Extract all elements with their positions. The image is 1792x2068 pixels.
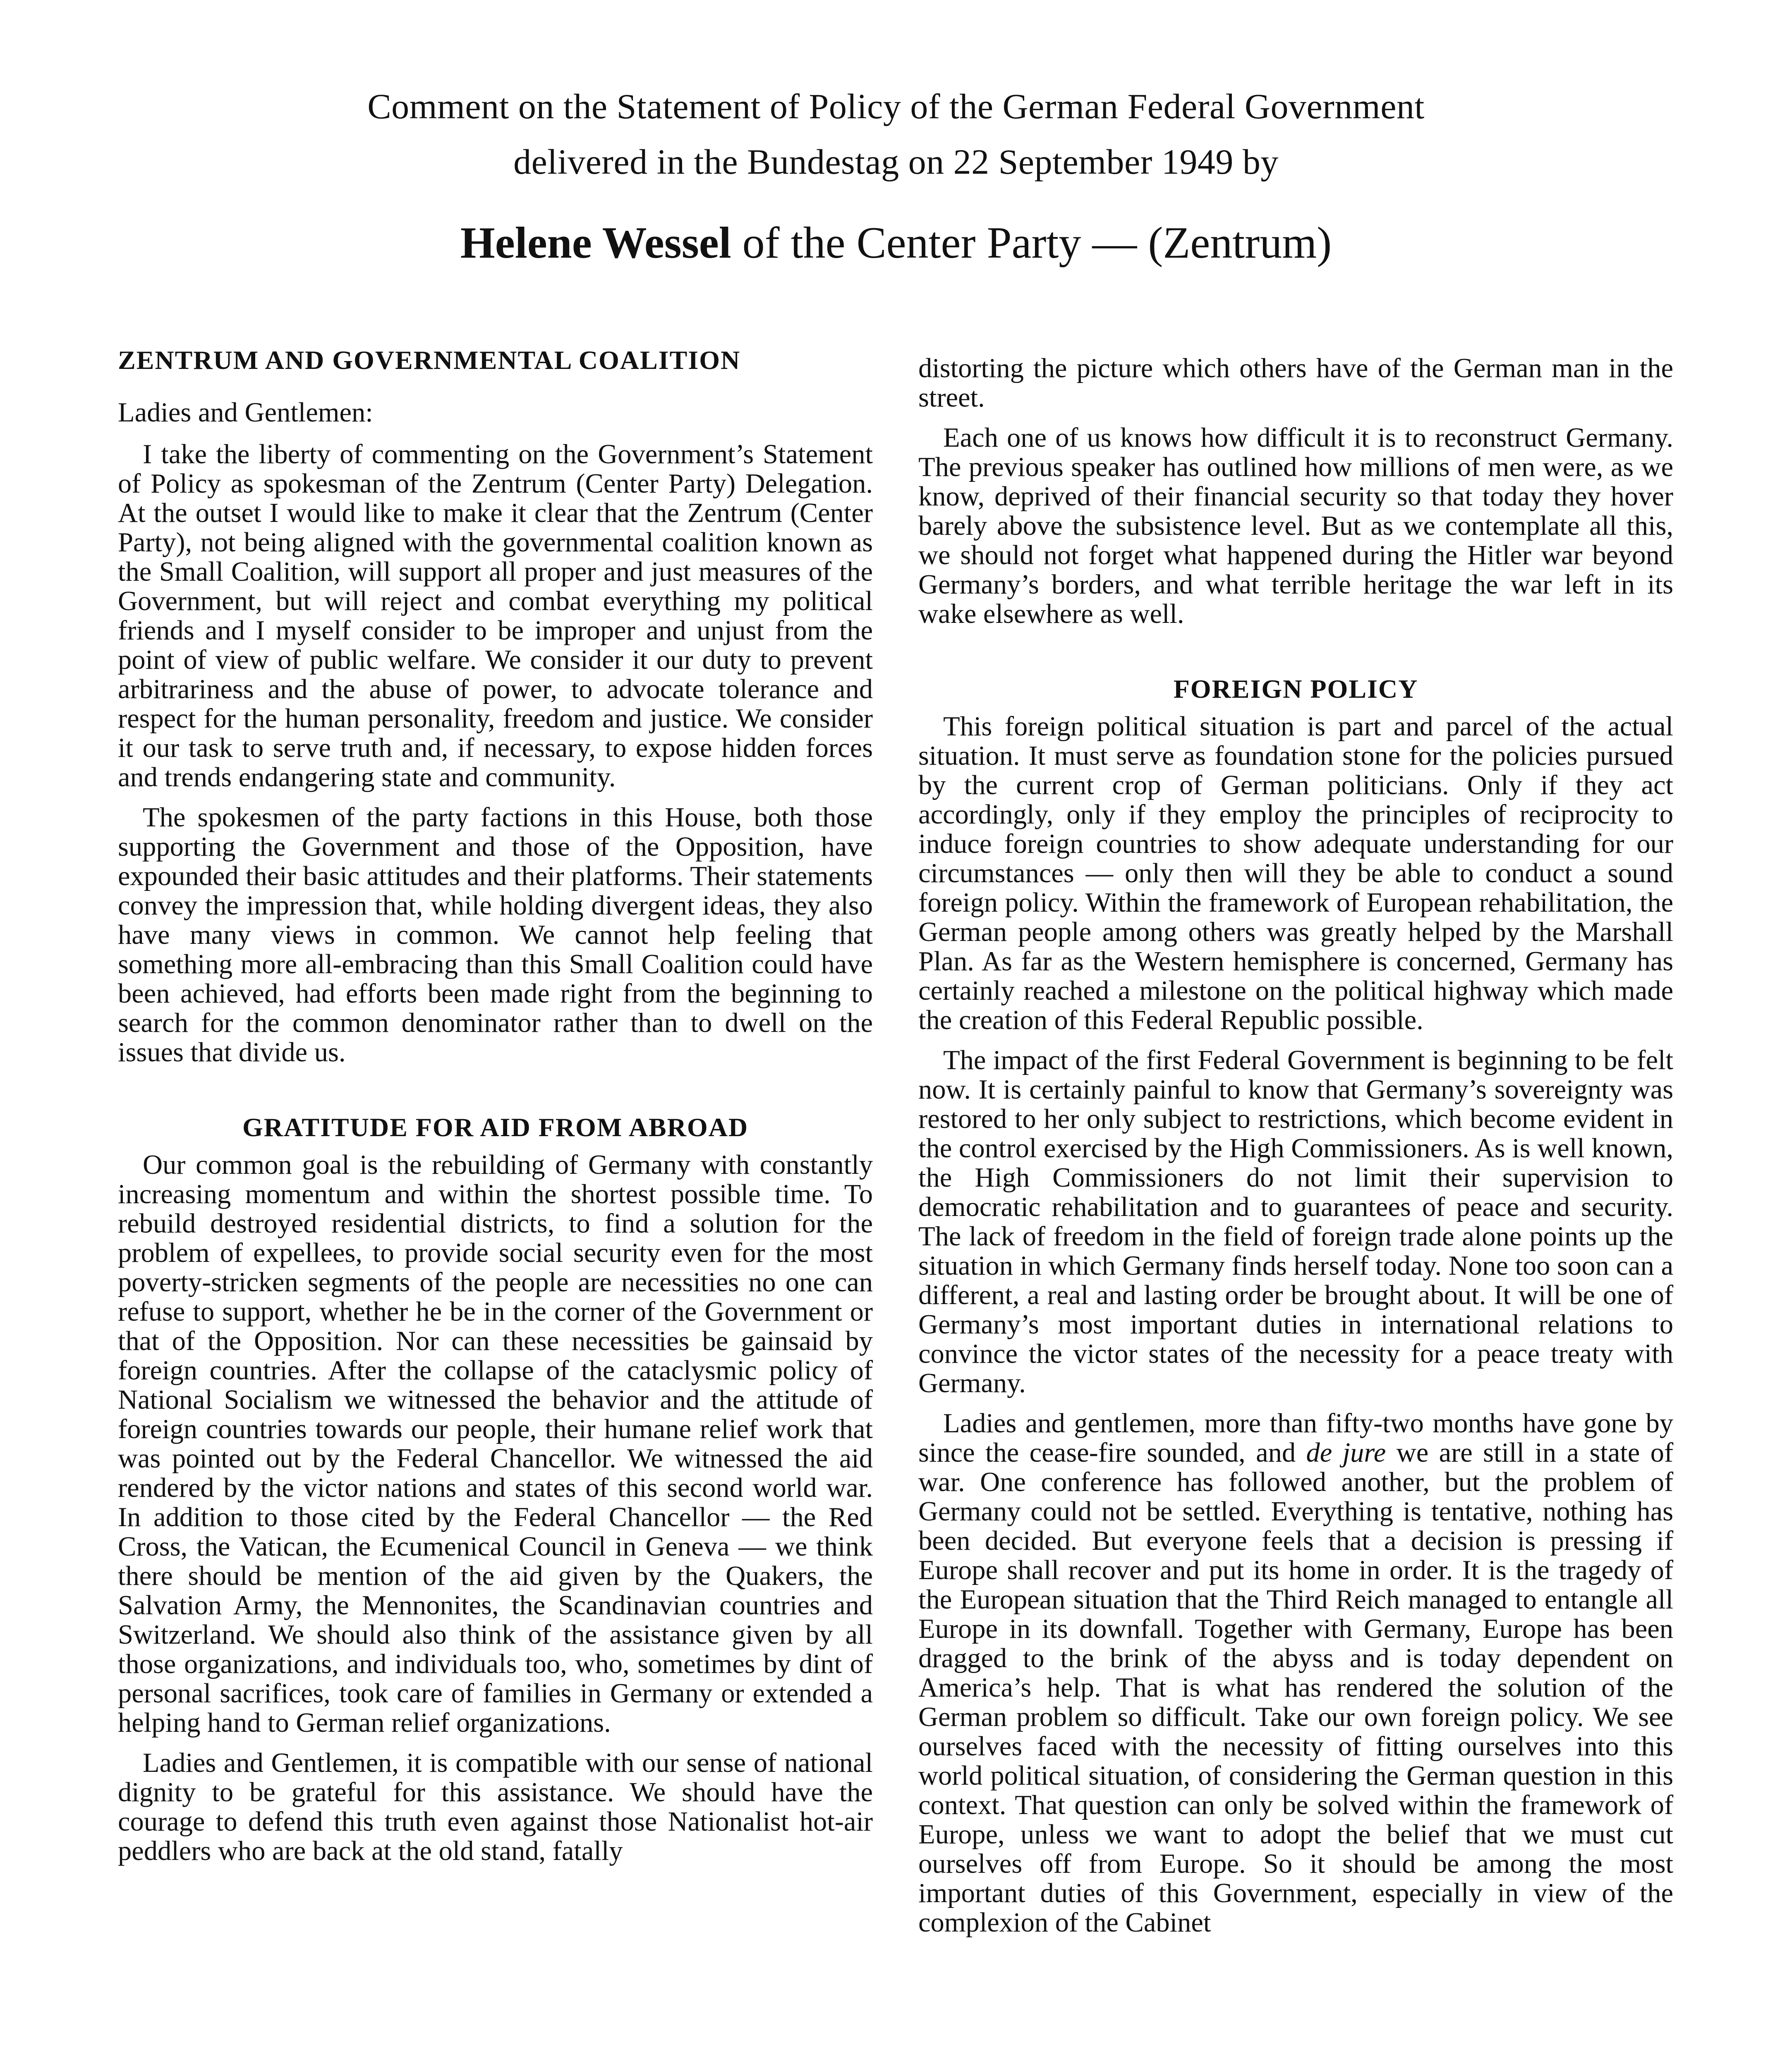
- text-run: Ladies and gentlemen, more than fifty-two months have gone by since the cease-fire sounded, and: [918, 1408, 1673, 1468]
- document-header: [0, 79, 1792, 272]
- paragraph: The spokesmen of the party factions in this House, both those supporting the Government and those of the Opposition, have expounded their basic attitudes and their platforms. Their statements convey the impression that, while holding divergent ideas, they also have many views in common. We cannot help feeling that something more all-embracing than this Small Coalition could have been achieved, had efforts been made right from the beginning to search for the common denominator rather than to dwell on the issues that divide us.: [118, 802, 873, 1068]
- paragraph: I take the liberty of commenting on the Government’s Statement of Policy as spokesman of the Zentrum (Center Party) Delegation. At the outset I would like to make it clear that the Zentrum (Center Party), not being aligned with the governmental coalition known as the Small Coalition, will support all proper and just measures of the Government, but will reject and combat everything my political friends and I myself consider to be improper and unjust from the point of view of public welfare. We consider it our duty to prevent arbitrariness and the abuse of power, to advocate tolerance and respect for the human personality, freedom and justice. We consider it our task to serve truth and, if necessary, to expose hidden forces and trends endangering state and community.: [118, 439, 873, 792]
- salutation: Ladies and Gentlemen:: [118, 397, 373, 428]
- paragraph: Ladies and Gentlemen, it is compatible with our sense of national dignity to be grateful for this assistance. We should have the courage to defend this truth even against those Nationalist hot-air peddlers who are back at the old stand, fatally: [118, 1748, 873, 1866]
- author-line: [0, 214, 1792, 272]
- section-heading-zentrum: ZENTRUM AND GOVERNMENTAL COALITION: [118, 345, 741, 375]
- paragraph: This foreign political situation is part and parcel of the actual situation. It must serve as foundation stone for the policies pursued by the current crop of German politicians. Only if they act accordingly, only if they employ the principles of reciprocity to induce foreign countries to show adequate understanding for our circumstances — only then will they be able to conduct a sound foreign policy. Within the framework of European rehabilitation, the German people among others was greatly helped by the Marshall Plan. As far as the Western hemisphere is concerned, Germany has certainly reached a milestone on the political highway which made the creation of this Federal Republic possible.: [918, 711, 1673, 1035]
- author-affiliation: of the Center Party — (Zentrum): [731, 218, 1332, 268]
- paragraph: Our common goal is the rebuilding of Germany with constantly increasing momentum and within the shortest possible time. To rebuild destroyed residential districts, to find a solution for the problem of expellees, to provide social security even for the most poverty-stricken segments of the people are necessities no one can refuse to support, whether he be in the corner of the Government or that of the Opposition. Nor can these necessities be gainsaid by foreign countries. After the collapse of the cataclysmic policy of National Socialism we witnessed the behavior and the attitude of foreign countries towards our people, their humane relief work that was pointed out by the Federal Chancellor. We witnessed the aid rendered by the victor nations and states of this second world war. In addition to those cited by the Federal Chancellor — the Red Cross, the Vatican, the Ecumenical Council in Geneva — we think there should be mention of the aid given by the Quakers, the Salvation Army, the Mennonites, the Scandinavian countries and Switzerland. We should also think of the assistance given by all those organizations, and individuals too, who, sometimes by dint of personal sacrifices, took care of families in Germany or extended a helping hand to German relief organizations.: [118, 1150, 873, 1738]
- paragraph-continued: distorting the picture which others have of the German man in the street.: [918, 353, 1673, 413]
- paragraph: [918, 1409, 1673, 1937]
- text-run: we are still in a state of war. One conference has followed another, but the problem of Germany could not be settled. Everything is tentative, nothing has been decided. But everyone feels that a decision is pressing if Europe shall recover and put its home in order. It is the tragedy of the European situation that the Third Reich managed to entangle all Europe in its downfall. Together with Germany, Europe has been dragged to the brink of the abyss and is today dependent on America’s help. That is what has rendered the solution of the German problem so difficult. Take our own foreign policy. We see ourselves faced with the necessity of fitting ourselves into this world political situation, of considering the German question in this context. That question can only be solved within the framework of Europe, unless we want to adopt the belief that we must cut ourselves off from Europe. So it should be among the most important duties of this Government, especially in view of the complexion of the Cabinet: [918, 1438, 1673, 1938]
- section-heading-foreign-policy: FOREIGN POLICY: [1173, 674, 1418, 704]
- author-name: Helene Wessel: [460, 218, 731, 268]
- header-line-2: delivered in the Bundestag on 22 September 1949 by: [513, 142, 1279, 182]
- left-column: [118, 345, 873, 1877]
- header-line-1: Comment on the Statement of Policy of the German Federal Government: [367, 86, 1425, 126]
- italic-term: de jure: [1306, 1438, 1386, 1468]
- paragraph: The impact of the first Federal Government is beginning to be felt now. It is certainly painful to know that Germany’s sovereignty was restored to her only subject to restrictions, which become evident in the control exercised by the High Commissioners. As is well known, the High Commissioners do not limit their supervision to democratic rehabilitation and to guarantees of peace and security. The lack of freedom in the field of foreign trade alone points up the situation in which Germany finds herself today. None too soon can a different, a real and lasting order be brought about. It will be one of Germany’s most important duties in international relations to convince the victor states of the necessity for a peace treaty with Germany.: [918, 1045, 1673, 1398]
- right-column: [918, 354, 1673, 1948]
- paragraph: Each one of us knows how difficult it is to reconstruct Germany. The previous speaker has outlined how millions of men were, as we know, deprived of their financial security so that today they hover barely above the subsistence level. But as we contemplate all this, we should not forget what happened during the Hitler war beyond Germany’s borders, and what terrible heritage the war left in its wake elsewhere as well.: [918, 423, 1673, 629]
- section-heading-gratitude: GRATITUDE FOR AID FROM ABROAD: [242, 1113, 749, 1142]
